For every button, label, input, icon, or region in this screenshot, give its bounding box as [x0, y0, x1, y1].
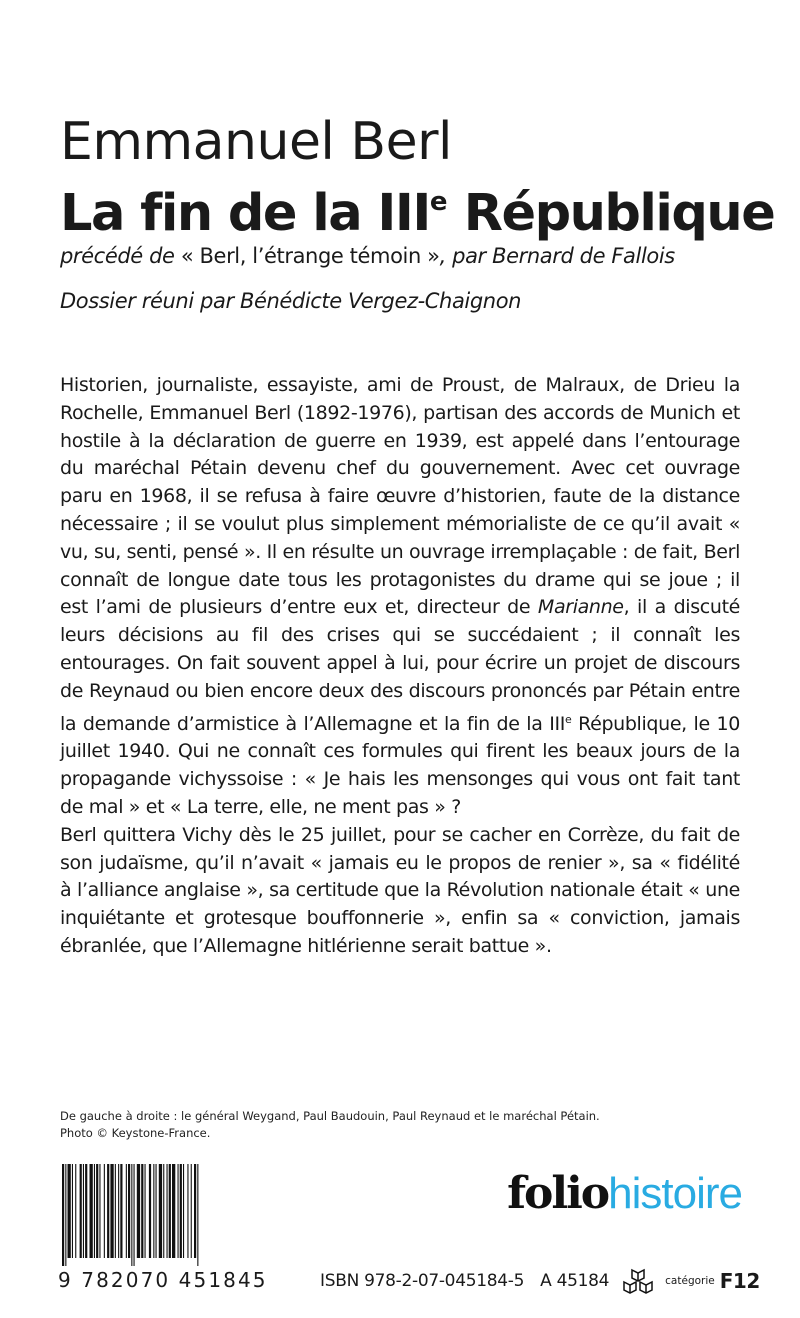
book-title — [60, 172, 774, 244]
barcode-bar — [131, 1164, 132, 1266]
barcode-bar — [172, 1164, 175, 1258]
barcode-bar — [153, 1164, 154, 1258]
magazine-title: Marianne — [537, 596, 624, 619]
categorie-label: catégorie — [665, 1275, 715, 1287]
barcode-bar — [104, 1164, 105, 1258]
photo-caption: De gauche à droite : le général Weygand, Paul Baudouin, Paul Reynaud et le maréchal Pétain. — [60, 1109, 600, 1123]
barcode-bar — [96, 1164, 98, 1258]
barcode-bar — [156, 1164, 157, 1258]
blurb — [60, 372, 740, 961]
barcode-bar — [134, 1164, 135, 1266]
barcode-bar — [65, 1164, 66, 1266]
blurb-text-1c: République, le 10 juillet 1940. Qui ne connaît ces formules qui firent les beaux jours de la propagande vichyssoise : « Je hais les mensonges qui vous ont fait tant de mal » et « La terre, elle, ne ment pas » ? — [60, 712, 740, 818]
bottom-info — [320, 1268, 760, 1294]
barcode-bar — [90, 1164, 93, 1258]
isbn: ISBN 978-2-07-045184-5 — [320, 1271, 525, 1291]
barcode-bar — [85, 1164, 87, 1258]
preceded-by-line — [60, 241, 675, 271]
blurb-paragraph-1 — [60, 372, 740, 822]
barcode-bar — [99, 1164, 100, 1258]
barcode-bar — [159, 1164, 162, 1258]
preceded-intro: précédé de — [60, 244, 181, 268]
folio-histoire-logo — [507, 1168, 742, 1220]
barcode-bar — [75, 1164, 76, 1258]
barcode-digits: 9 782070 451845 — [58, 1268, 268, 1292]
barcode-bar — [80, 1164, 82, 1258]
barcode-bar — [141, 1164, 143, 1258]
barcode-bar — [145, 1164, 146, 1258]
barcode-bar — [180, 1164, 182, 1258]
brand-folio: folio — [507, 1168, 609, 1219]
barcode-bar — [149, 1164, 151, 1258]
books-icon — [621, 1268, 655, 1294]
barcode-bar — [62, 1164, 64, 1266]
categorie-value: F12 — [719, 1269, 760, 1293]
barcode-bar — [68, 1164, 71, 1258]
brand-histoire: histoire — [608, 1169, 742, 1218]
blurb-text-1a: Historien, journaliste, essayiste, ami de Proust, de Malraux, de Drieu la Rochelle, Emmanuel Berl (1892-1976), partisan des accords de Munich et hostile à la déclaration de guerre en 1939, est appelé dans l’entourage du maréchal Pétain devenu chef du gouvernement. Avec cet ouvrage paru en 1968, il se refusa à faire œuvre d’historien, faute de la distance nécessaire ; il se voulut plus simplement mémorialiste de ce qu’il avait « vu, su, senti, pensé ». Il en résulte un ouvrage irremplaçable : de fait, Berl connaît de longue date tous les protagonistes du drame qui se joue ; il est l’ami de plusieurs d’entre eux et, directeur de — [60, 374, 740, 619]
blurb-text-1b: , il a discuté leurs décisions au fil des crises qui se succédaient ; il connaît les entourages. On fait souvent appel à lui, pour écrire un projet de discours de Reynaud ou bien encore deux des discours prononcés par Pétain entre la demande d’armistice à l’Allemagne et la fin de la III — [60, 596, 741, 735]
barcode-bar — [115, 1164, 116, 1258]
barcode-bar — [187, 1164, 188, 1258]
barcode-bar — [183, 1164, 184, 1258]
preceded-quote: « Berl, l’étrange témoin » — [180, 244, 440, 268]
barcode-bar — [128, 1164, 130, 1258]
barcode-bar — [169, 1164, 171, 1258]
title-superscript: e — [429, 187, 448, 217]
photo-credits — [60, 1108, 600, 1142]
product-code: A 45184 — [540, 1271, 610, 1291]
barcode-bar — [107, 1164, 109, 1258]
blurb-paragraph-2: Berl quittera Vichy dès le 25 juillet, pour se cacher en Corrèze, du fait de son judaïsme, qu’il n’avait « jamais eu le propos de renier », sa « fidélité à l’alliance anglaise », sa certitude que la Révolution nationale était « une inquiétante et grotesque bouffonnerie », enfin sa « conviction, jamais ébranlée, que l’Allemagne hitlérienne serait battue ». — [60, 823, 740, 957]
barcode-bar — [72, 1164, 73, 1258]
barcode-bar — [118, 1164, 119, 1258]
barcode-bar — [163, 1164, 164, 1258]
barcode-bar — [178, 1164, 179, 1258]
barcode — [60, 1164, 296, 1266]
barcode-bar — [197, 1164, 198, 1266]
author-name: Emmanuel Berl — [60, 112, 452, 172]
dossier-line: Dossier réuni par Bénédicte Vergez-Chaignon — [60, 289, 522, 313]
barcode-bar — [167, 1164, 168, 1258]
barcode-bar — [191, 1164, 192, 1258]
barcode-bar — [137, 1164, 140, 1258]
title-prefix: La fin de la III — [60, 184, 430, 243]
barcode-bar — [120, 1164, 122, 1258]
barcode-bar — [194, 1164, 196, 1258]
title-suffix: République — [447, 184, 775, 243]
preceded-author: , par Bernard de Fallois — [439, 244, 675, 268]
republic-superscript: e — [564, 712, 572, 726]
photo-copyright: Photo © Keystone-France. — [60, 1126, 211, 1140]
barcode-bar — [110, 1164, 113, 1258]
barcode-bar — [83, 1164, 84, 1258]
barcode-bar — [126, 1164, 127, 1258]
barcode-bar — [94, 1164, 95, 1258]
